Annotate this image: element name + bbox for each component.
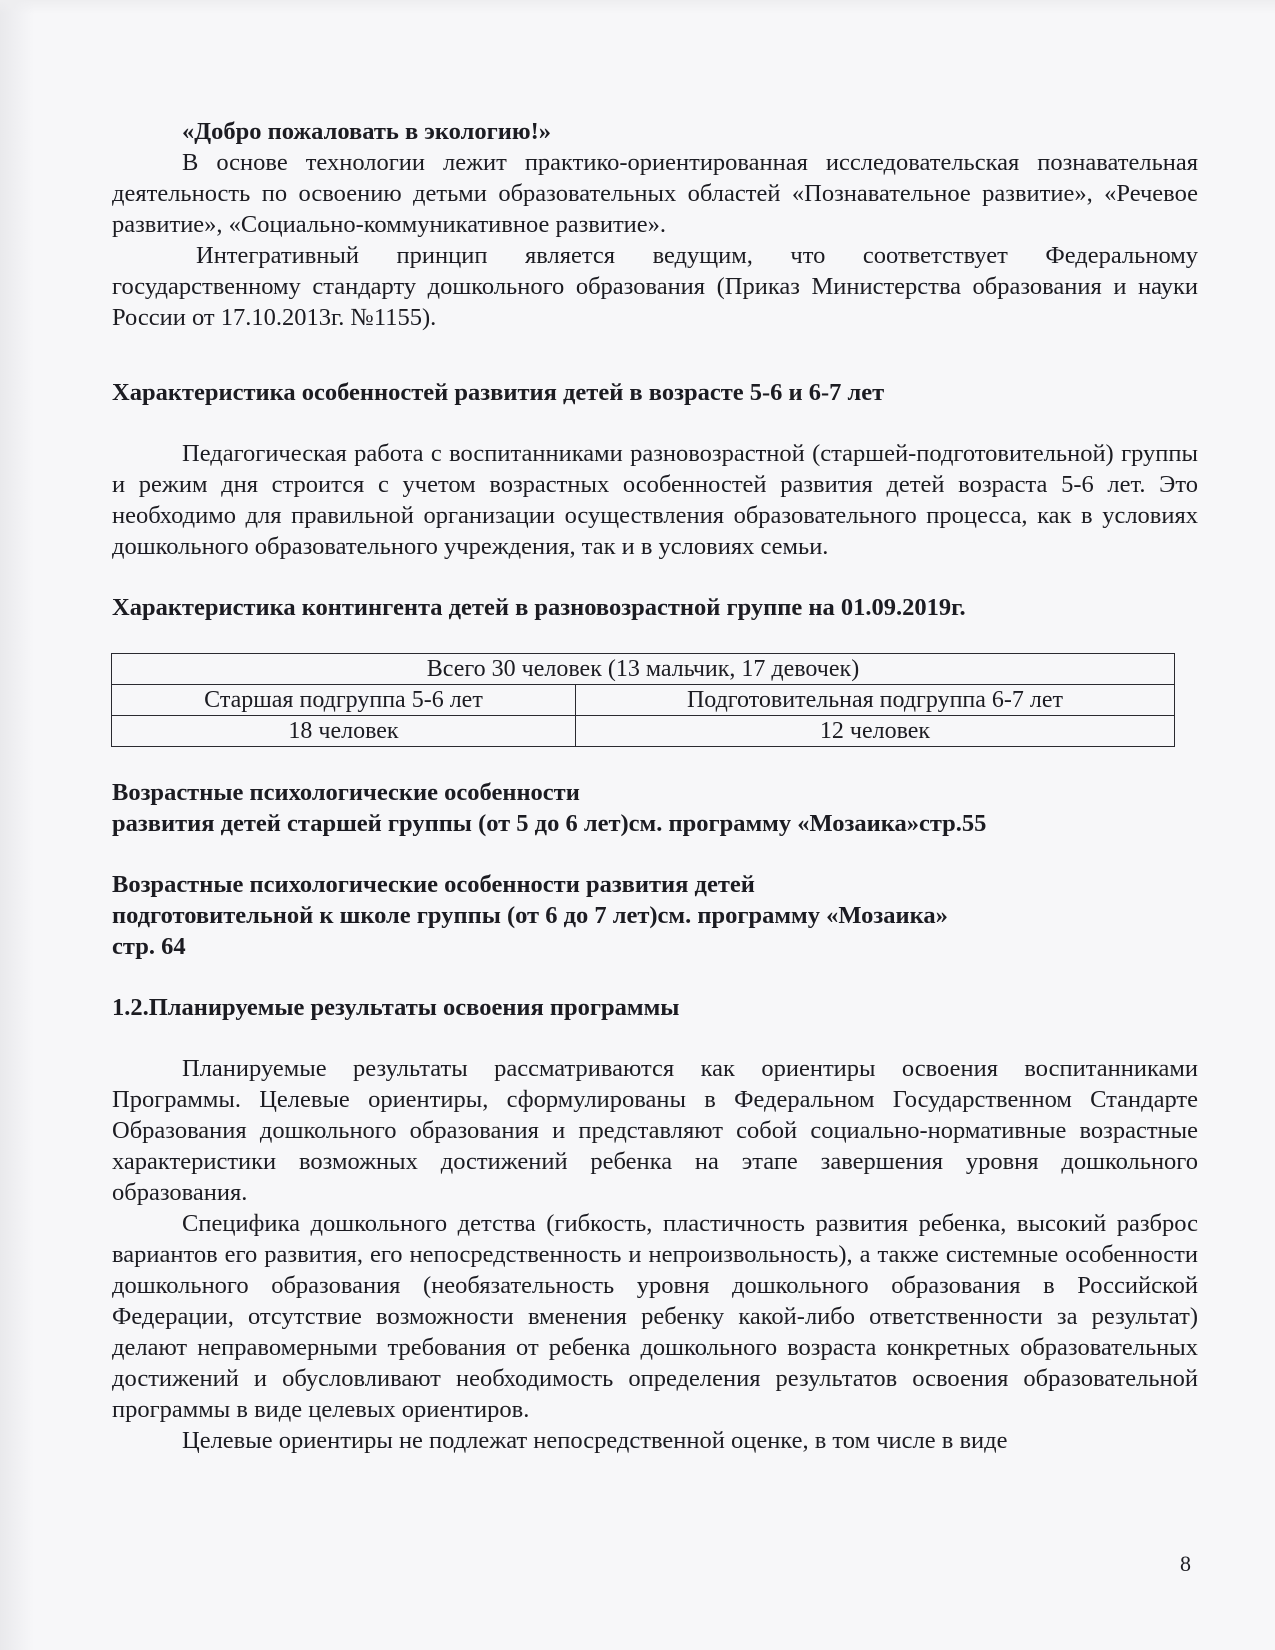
spacer (112, 839, 1198, 869)
heading-senior-psychology-line2: развития детей старшей группы (от 5 до 6 лет)см. программу «Мозаика»стр.55 (112, 810, 987, 837)
heading-preparatory-psychology-line2: подготовительной к школе группы (от 6 до 7 лет)см. программу «Мозаика» (112, 902, 948, 929)
table-total-cell: Всего 30 человек (13 мальчик, 17 девочек) (112, 654, 1175, 685)
table-header-senior: Старшая подгруппа 5-6 лет (112, 685, 576, 716)
table-row (112, 716, 1175, 747)
table-row (112, 685, 1175, 716)
spacer (112, 408, 1198, 438)
paragraph-technology: В основе технологии лежит практико-ориентированная исследовательская познавательная деятельность по освоению детьми образовательных областей «Познавательное развитие», «Речевое развитие», «Социально-коммуникативное развитие». (112, 149, 1198, 238)
spacer (112, 747, 1198, 777)
heading-contingent: Характеристика контингента детей в разновозрастной группе на 01.09.2019г. (112, 594, 966, 621)
scan-shadow-top (0, 0, 1275, 14)
paragraph-preschool-specifics: Специфика дошкольного детства (гибкость, пластичность развития ребенка, высокий разброс вариантов его развития, его непосредственность и непроизвольность), а также системные особенности дошкольного образования (необязательность уровня дошкольного образования в Российской Федерации, отсутствие возможности вменения ребенку какой-либо ответственности за результат) делают неправомерными требования от ребенка дошкольного возраста конкретных образовательных достижений и обусловливают необходимость определения результатов освоения образовательной программы в виде целевых ориентиров. (112, 1210, 1198, 1423)
spacer (112, 962, 1198, 992)
page-content (112, 116, 1198, 1456)
scan-shadow-left (0, 0, 34, 1650)
paragraph-planned-results: Планируемые результаты рассматриваются как ориентиры освоения воспитанниками Программы. Целевые ориентиры, сформулированы в Федеральном Государственном Стандарте Образования дошкольного образования и представляют собой социально-нормативные возрастные характеристики возможных достижений ребенка на этапе завершения уровня дошкольного образования. (112, 1055, 1198, 1206)
spacer (112, 1023, 1198, 1053)
spacer (112, 333, 1198, 377)
table-value-preparatory: 12 человек (576, 716, 1175, 747)
paragraph-pedagogical-work: Педагогическая работа с воспитанниками разновозрастной (старшей-подготовительной) группы и режим дня строится с учетом возрастных особенностей развития детей возраста 5-6 лет. Это необходимо для правильной организации осуществления образовательного процесса, как в условиях дошкольного образовательного учреждения, так и в условиях семьи. (112, 440, 1198, 560)
spacer (112, 623, 1198, 653)
heading-development-features: Характеристика особенностей развития детей в возрасте 5-6 и 6-7 лет (112, 379, 885, 406)
paragraph-target-guidelines: Целевые ориентиры не подлежат непосредственной оценке, в том числе в виде (182, 1427, 1008, 1454)
heading-planned-results: 1.2.Планируемые результаты освоения программы (112, 994, 680, 1021)
heading-preparatory-psychology-line1: Возрастные психологические особенности развития детей (112, 871, 755, 898)
contingent-table (111, 653, 1175, 747)
heading-senior-psychology-line1: Возрастные психологические особенности (112, 779, 580, 806)
table-row (112, 654, 1175, 685)
spacer (112, 562, 1198, 592)
page-number: 8 (1180, 1551, 1191, 1576)
heading-preparatory-psychology-line3: стр. 64 (112, 933, 186, 960)
table-value-senior: 18 человек (112, 716, 576, 747)
table-header-preparatory: Подготовительная подгруппа 6-7 лет (576, 685, 1175, 716)
intro-title: «Добро пожаловать в экологию!» (182, 118, 551, 145)
paragraph-integrative-principle: Интегративный принцип является ведущим, что соответствует Федеральному государственному стандарту дошкольного образования (Приказ Министерства образования и науки России от 17.10.2013г. №1155). (112, 242, 1198, 331)
